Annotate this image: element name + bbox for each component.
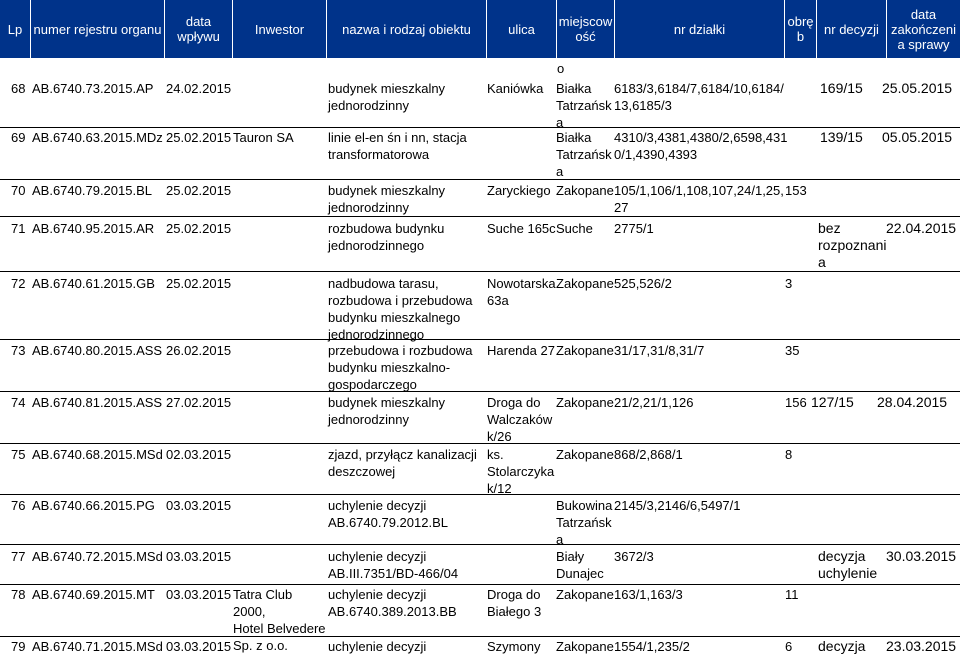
row-79-decyzja: decyzja	[818, 638, 866, 654]
row-78-dzialki: 163/1,163/3	[614, 587, 683, 602]
row-77-nr: AB.6740.72.2015.MSd	[32, 549, 163, 564]
row-divider	[0, 636, 960, 637]
row-71-lp: 71	[11, 221, 26, 236]
header-data-zakonczenia: data zakończeni a sprawy	[886, 0, 960, 58]
row-70-nr: AB.6740.79.2015.BL	[32, 183, 152, 198]
row-71-ulica: Suche 165c	[487, 221, 556, 236]
row-73-dzialki: 31/17,31/8,31/7	[614, 343, 705, 358]
row-68-zak: 25.05.2015	[882, 80, 953, 96]
row-78-data: 03.03.2015	[166, 587, 232, 602]
row-divider	[0, 443, 960, 444]
row-75-data: 02.03.2015	[166, 447, 232, 462]
row-69-inwestor: Tauron SA	[233, 130, 294, 145]
row-79-dzialki: 1554/1,235/2	[614, 639, 690, 654]
row-73-nazwa: przebudowa i rozbudowa budynku mieszkalno- gospodarczego	[328, 343, 473, 392]
row-77-zak: 30.03.2015	[886, 548, 957, 564]
row-76-dzialki: 2145/3,2146/6,5497/1	[614, 498, 741, 513]
row-72-obreb: 3	[785, 276, 793, 291]
row-74-nazwa: budynek mieszkalny jednorodzinny	[328, 395, 446, 427]
row-77-miejsc: Biały Dunajec	[556, 549, 604, 581]
row-73-ulica: Harenda 27	[487, 343, 555, 358]
row-70-ulica: Zaryckiego	[487, 183, 551, 198]
row-68-data: 24.02.2015	[166, 81, 232, 96]
row-74-dzialki: 21/2,21/1,126	[614, 395, 694, 410]
continued-text: o	[557, 61, 565, 76]
row-70-lp: 70	[11, 183, 26, 198]
header-nr-dzialki: nr działki	[614, 0, 784, 58]
row-70-miejsc: Zakopane	[556, 183, 614, 198]
row-74-obreb: 156	[785, 395, 807, 410]
row-divider	[0, 216, 960, 217]
row-74-zak: 28.04.2015	[877, 394, 948, 410]
header-obreb: obrę b	[784, 0, 816, 58]
row-69-miejsc: Białka Tatrzańsk a	[556, 130, 612, 179]
header-lp: Lp	[7, 21, 23, 37]
header-nazwa: nazwa i rodzaj obiektu	[326, 0, 486, 58]
header-miejscowosc: miejscow ość	[556, 0, 614, 58]
row-68-dzialki: 6183/3,6184/7,6184/10,6184/ 13,6185/3	[614, 81, 784, 113]
row-68-nazwa: budynek mieszkalny jednorodzinny	[328, 81, 446, 113]
header-nr-decyzji: nr decyzji	[816, 0, 886, 58]
row-77-lp: 77	[11, 549, 26, 564]
row-79-miejsc: Zakopane	[556, 639, 614, 654]
row-76-data: 03.03.2015	[166, 498, 232, 513]
row-divider	[0, 271, 960, 272]
row-73-lp: 73	[11, 343, 26, 358]
row-72-ulica: Nowotarska 63a	[487, 276, 556, 308]
row-78-obreb: 11	[785, 587, 799, 602]
row-70-nazwa: budynek mieszkalny jednorodzinny	[328, 183, 446, 215]
header-ulica: ulica	[486, 0, 556, 58]
row-75-dzialki: 868/2,868/1	[614, 447, 683, 462]
row-79-ulica: Szymony	[487, 639, 541, 654]
row-70-data: 25.02.2015	[166, 183, 232, 198]
row-75-lp: 75	[11, 447, 26, 462]
row-72-lp: 72	[11, 276, 26, 291]
row-75-obreb: 8	[785, 447, 793, 462]
row-75-miejsc: Zakopane	[556, 447, 614, 462]
row-69-decyzja: 139/15	[820, 129, 863, 145]
row-79-data: 03.03.2015	[166, 639, 232, 654]
row-71-data: 25.02.2015	[166, 221, 232, 236]
row-68-lp: 68	[11, 81, 26, 96]
row-78-inwestor: Tatra Club 2000, Hotel Belvedere Sp. z o.o.	[233, 587, 326, 653]
row-74-lp: 74	[11, 395, 26, 410]
row-74-data: 27.02.2015	[166, 395, 232, 410]
row-68-ulica: Kaniówka	[487, 81, 544, 96]
row-69-lp: 69	[11, 130, 26, 145]
row-74-decyzja: 127/15	[811, 394, 854, 410]
header-inwestor: Inwestor	[232, 0, 326, 58]
row-divider	[0, 127, 960, 128]
row-77-data: 03.03.2015	[166, 549, 232, 564]
row-76-nazwa: uchylenie decyzji AB.6740.79.2012.BL	[328, 498, 448, 530]
row-78-nr: AB.6740.69.2015.MT	[32, 587, 155, 602]
row-79-nazwa: uchylenie decyzji	[328, 639, 427, 654]
row-74-ulica: Droga do Walczaków k/26	[487, 395, 553, 444]
row-divider	[0, 584, 960, 585]
row-78-lp: 78	[11, 587, 26, 602]
row-79-zak: 23.03.2015	[886, 638, 957, 654]
row-71-dzialki: 2775/1	[614, 221, 654, 236]
row-69-zak: 05.05.2015	[882, 129, 953, 145]
row-divider	[0, 544, 960, 545]
row-71-decyzja: bez rozpoznani a	[818, 220, 887, 270]
row-68-decyzja: 169/15	[820, 80, 863, 96]
row-74-nr: AB.6740.81.2015.ASS	[32, 395, 163, 410]
row-70-dzialki: 105/1,106/1,108,107,24/1,25, 27	[614, 183, 784, 215]
row-73-nr: AB.6740.80.2015.ASS	[32, 343, 163, 358]
row-71-nazwa: rozbudowa budynku jednorodzinnego	[328, 221, 445, 253]
row-divider	[0, 494, 960, 495]
row-78-nazwa: uchylenie decyzji AB.6740.389.2013.BB	[328, 587, 457, 619]
row-76-nr: AB.6740.66.2015.PG	[32, 498, 155, 513]
row-76-lp: 76	[11, 498, 26, 513]
row-77-decyzja: decyzja uchylenie	[818, 548, 878, 581]
row-71-zak: 22.04.2015	[886, 220, 957, 236]
row-78-miejsc: Zakopane	[556, 587, 614, 602]
row-72-data: 25.02.2015	[166, 276, 232, 291]
table-header	[0, 0, 960, 58]
row-71-miejsc: Suche	[556, 221, 593, 236]
row-77-nazwa: uchylenie decyzji AB.III.7351/BD-466/04	[328, 549, 459, 581]
row-72-nr: AB.6740.61.2015.GB	[32, 276, 155, 291]
row-73-miejsc: Zakopane	[556, 343, 614, 358]
row-75-ulica: ks. Stolarczyka k/12	[487, 447, 555, 496]
row-76-miejsc: Bukowina Tatrzańsk a	[556, 498, 613, 547]
row-74-miejsc: Zakopane	[556, 395, 614, 410]
header-data-wplywu: data wpływu	[164, 0, 232, 58]
row-73-obreb: 35	[785, 343, 800, 358]
row-78-ulica: Droga do Białego 3	[487, 587, 542, 619]
row-69-nazwa: linie el-en śn i nn, stacja transformatorowa	[328, 130, 467, 162]
row-77-dzialki: 3672/3	[614, 549, 654, 564]
row-68-nr: AB.6740.73.2015.AP	[32, 81, 154, 96]
row-73-data: 26.02.2015	[166, 343, 232, 358]
row-72-dzialki: 525,526/2	[614, 276, 672, 291]
row-71-nr: AB.6740.95.2015.AR	[32, 221, 155, 236]
row-68-miejsc: Białka Tatrzańsk a	[556, 81, 612, 130]
row-divider	[0, 179, 960, 180]
row-69-nr: AB.6740.63.2015.MDz	[32, 130, 163, 145]
row-72-nazwa: nadbudowa tarasu, rozbudowa i przebudowa budynku mieszkalnego jednorodzinnego	[328, 276, 473, 342]
header-nr-rejestru: numer rejestru organu	[30, 0, 164, 58]
row-75-nazwa: zjazd, przyłącz kanalizacji deszczowej	[328, 447, 477, 479]
row-75-nr: AB.6740.68.2015.MSd	[32, 447, 163, 462]
row-79-obreb: 6	[785, 639, 793, 654]
row-72-miejsc: Zakopane	[556, 276, 614, 291]
row-70-obreb: 153	[785, 183, 807, 198]
row-79-lp: 79	[11, 639, 26, 654]
row-69-dzialki: 4310/3,4381,4380/2,6598,431 0/1,4390,4393	[614, 130, 788, 162]
row-69-data: 25.02.2015	[166, 130, 232, 145]
row-79-nr: AB.6740.71.2015.MSd	[32, 639, 163, 654]
